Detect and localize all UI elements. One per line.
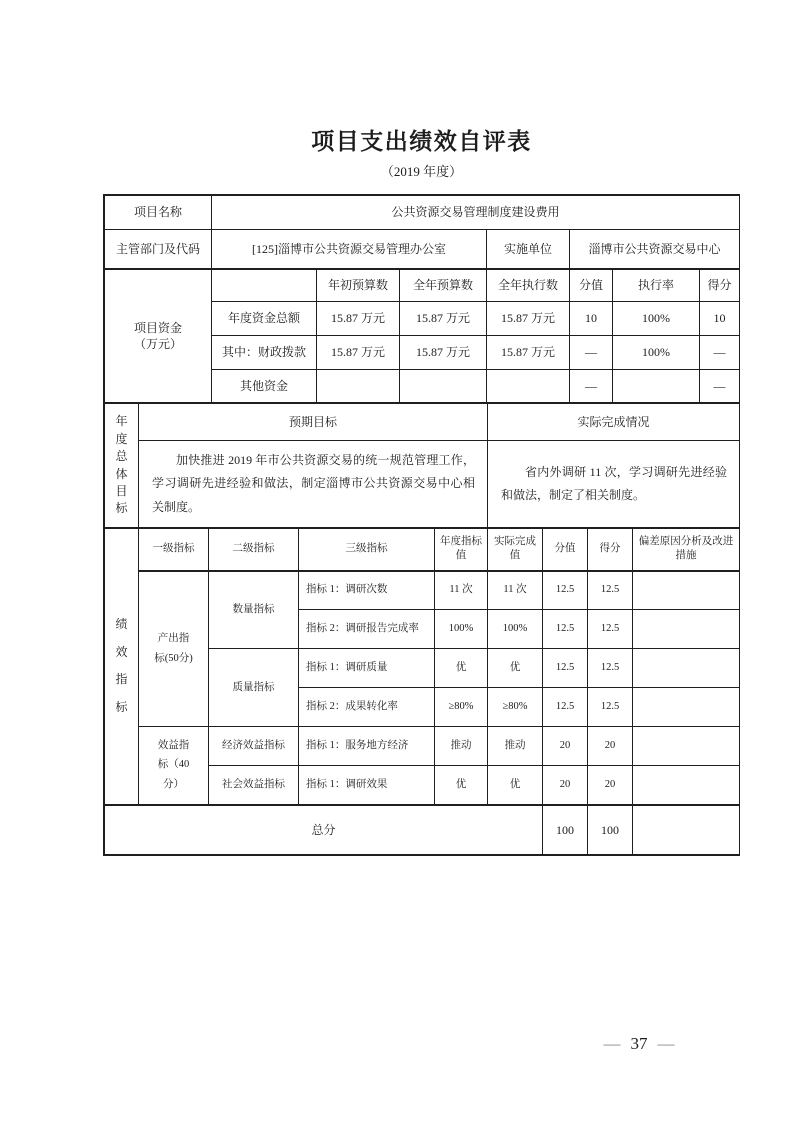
level2-quality-indicator-cell: 质量指标 [209, 649, 299, 727]
indicator-score-cell: 12.5 [588, 649, 633, 688]
indicator-actual-cell: 优 [488, 766, 543, 805]
implement-unit-value-cell: 淄博市公共资源交易中心 [570, 230, 740, 269]
indicator-target-cell: 优 [435, 766, 488, 805]
funds-corner-cell [212, 269, 317, 302]
implement-unit-label-cell: 实施单位 [487, 230, 570, 269]
level2-social-indicator-cell: 社会效益指标 [209, 766, 299, 805]
indicator-score-cell: 20 [588, 727, 633, 766]
total-score-cell: 100 [588, 805, 633, 855]
page-number [583, 1034, 695, 1054]
indicator-actual-cell: 推动 [488, 727, 543, 766]
total-deviation-cell [633, 805, 740, 855]
department-value-cell: [125]淄博市公共资源交易管理办公室 [212, 230, 487, 269]
indicator-name-cell: 指标 2：成果转化率 [299, 688, 435, 727]
funds-row-label-cell: 年度资金总额 [212, 302, 317, 336]
funds-col-header-initial: 年初预算数 [317, 269, 400, 302]
funds-col-header-points: 分值 [570, 269, 613, 302]
funds-col-header-rate: 执行率 [613, 269, 700, 302]
page-number-right-dash: — [657, 1034, 675, 1053]
funds-col-header-score: 得分 [700, 269, 740, 302]
indicator-score-cell: 12.5 [588, 571, 633, 610]
page-number-value: 37 [630, 1034, 648, 1053]
indicator-deviation-cell [633, 688, 740, 727]
indicator-score-cell: 20 [588, 766, 633, 805]
performance-section-label: 绩效指标 [115, 617, 128, 715]
perf-col-header-deviation: 偏差原因分析及改进措施 [633, 529, 740, 571]
funds-section-label-line2: （万元） [133, 336, 182, 351]
funds-cell-points: 10 [570, 302, 613, 336]
indicator-target-cell: 100% [435, 610, 488, 649]
indicator-actual-cell: 优 [488, 649, 543, 688]
performance-section-label-cell [105, 529, 139, 805]
indicator-actual-cell: 100% [488, 610, 543, 649]
funds-cell-rate [613, 370, 700, 403]
page-subtitle: （2019 年度） [380, 164, 463, 179]
indicator-points-cell: 12.5 [543, 571, 588, 610]
page-number-left-dash: — [603, 1034, 621, 1053]
funds-row-label-cell: 其中：财政拨款 [212, 336, 317, 370]
perf-col-header-actual: 实际完成值 [488, 529, 543, 571]
annual-goals-section-label: 年度总体目标 [115, 414, 128, 516]
info-funds-table [104, 195, 740, 403]
indicator-deviation-cell [633, 766, 740, 805]
indicator-points-cell: 12.5 [543, 688, 588, 727]
actual-completion-header-cell: 实际完成情况 [488, 404, 740, 441]
total-points-cell: 100 [543, 805, 588, 855]
page-title: 项目支出绩效自评表 [311, 128, 532, 154]
department-label-cell: 主管部门及代码 [105, 230, 212, 269]
indicator-deviation-cell [633, 571, 740, 610]
actual-completion-text-cell [488, 441, 740, 528]
funds-cell-annual: 15.87 万元 [400, 336, 487, 370]
funds-col-header-executed: 全年执行数 [487, 269, 570, 302]
expected-goal-text: 加快推进 2019 年市公共资源交易的统一规范管理工作，学习调研先进经验和做法，制定淄博市公共资源交易中心相关制度。 [152, 453, 475, 514]
expected-goal-header-cell: 预期目标 [139, 404, 488, 441]
indicator-actual-cell: ≥80% [488, 688, 543, 727]
indicator-score-cell: 12.5 [588, 610, 633, 649]
funds-cell-score: — [700, 336, 740, 370]
indicator-deviation-cell [633, 727, 740, 766]
funds-cell-executed [487, 370, 570, 403]
funds-cell-score: 10 [700, 302, 740, 336]
funds-section-label-line1: 项目资金 [133, 320, 182, 335]
funds-row-label-cell: 其他资金 [212, 370, 317, 403]
funds-col-header-annual: 全年预算数 [400, 269, 487, 302]
funds-cell-initial: 15.87 万元 [317, 302, 400, 336]
perf-col-header-score: 得分 [588, 529, 633, 571]
indicator-points-cell: 20 [543, 766, 588, 805]
level1-output-indicator-cell: 产出指标(50分) [139, 571, 209, 727]
funds-cell-points: — [570, 336, 613, 370]
actual-completion-text: 省内外调研 11 次，学习调研先进经验和做法，制定了相关制度。 [501, 464, 727, 503]
indicator-name-cell: 指标 1：调研质量 [299, 649, 435, 688]
funds-cell-initial: 15.87 万元 [317, 336, 400, 370]
indicator-target-cell: ≥80% [435, 688, 488, 727]
indicator-target-cell: 优 [435, 649, 488, 688]
perf-col-header-points: 分值 [543, 529, 588, 571]
funds-cell-annual [400, 370, 487, 403]
indicator-name-cell: 指标 2：调研报告完成率 [299, 610, 435, 649]
funds-cell-points: — [570, 370, 613, 403]
indicator-deviation-cell [633, 649, 740, 688]
indicator-points-cell: 12.5 [543, 610, 588, 649]
indicator-name-cell: 指标 1：调研次数 [299, 571, 435, 610]
project-name-label-cell: 项目名称 [105, 196, 212, 230]
performance-table [104, 528, 740, 855]
funds-cell-initial [317, 370, 400, 403]
indicator-score-cell: 12.5 [588, 688, 633, 727]
indicator-name-cell: 指标 1：调研效果 [299, 766, 435, 805]
indicator-points-cell: 20 [543, 727, 588, 766]
funds-cell-executed: 15.87 万元 [487, 302, 570, 336]
perf-col-header-level1: 一级指标 [139, 529, 209, 571]
level2-economic-indicator-cell: 经济效益指标 [209, 727, 299, 766]
funds-cell-annual: 15.87 万元 [400, 302, 487, 336]
total-score-label-cell: 总分 [105, 805, 543, 855]
level2-quantity-indicator-cell: 数量指标 [209, 571, 299, 649]
perf-col-header-level2: 二级指标 [209, 529, 299, 571]
funds-cell-rate: 100% [613, 302, 700, 336]
indicator-name-cell: 指标 1：服务地方经济 [299, 727, 435, 766]
indicator-deviation-cell [633, 610, 740, 649]
evaluation-table [103, 194, 740, 856]
indicator-points-cell: 12.5 [543, 649, 588, 688]
indicator-target-cell: 11 次 [435, 571, 488, 610]
project-name-value-cell: 公共资源交易管理制度建设费用 [212, 196, 740, 230]
funds-section-label-cell [105, 269, 212, 403]
funds-cell-executed: 15.87 万元 [487, 336, 570, 370]
annual-goals-table [104, 403, 740, 528]
funds-cell-rate: 100% [613, 336, 700, 370]
perf-col-header-level3: 三级指标 [299, 529, 435, 571]
perf-col-header-target: 年度指标值 [435, 529, 488, 571]
indicator-actual-cell: 11 次 [488, 571, 543, 610]
funds-cell-score: — [700, 370, 740, 403]
annual-goals-section-label-cell [105, 404, 139, 528]
expected-goal-text-cell [139, 441, 488, 528]
indicator-target-cell: 推动 [435, 727, 488, 766]
level1-benefit-indicator-cell: 效益指标（40分） [139, 727, 209, 805]
document-content [103, 0, 740, 856]
